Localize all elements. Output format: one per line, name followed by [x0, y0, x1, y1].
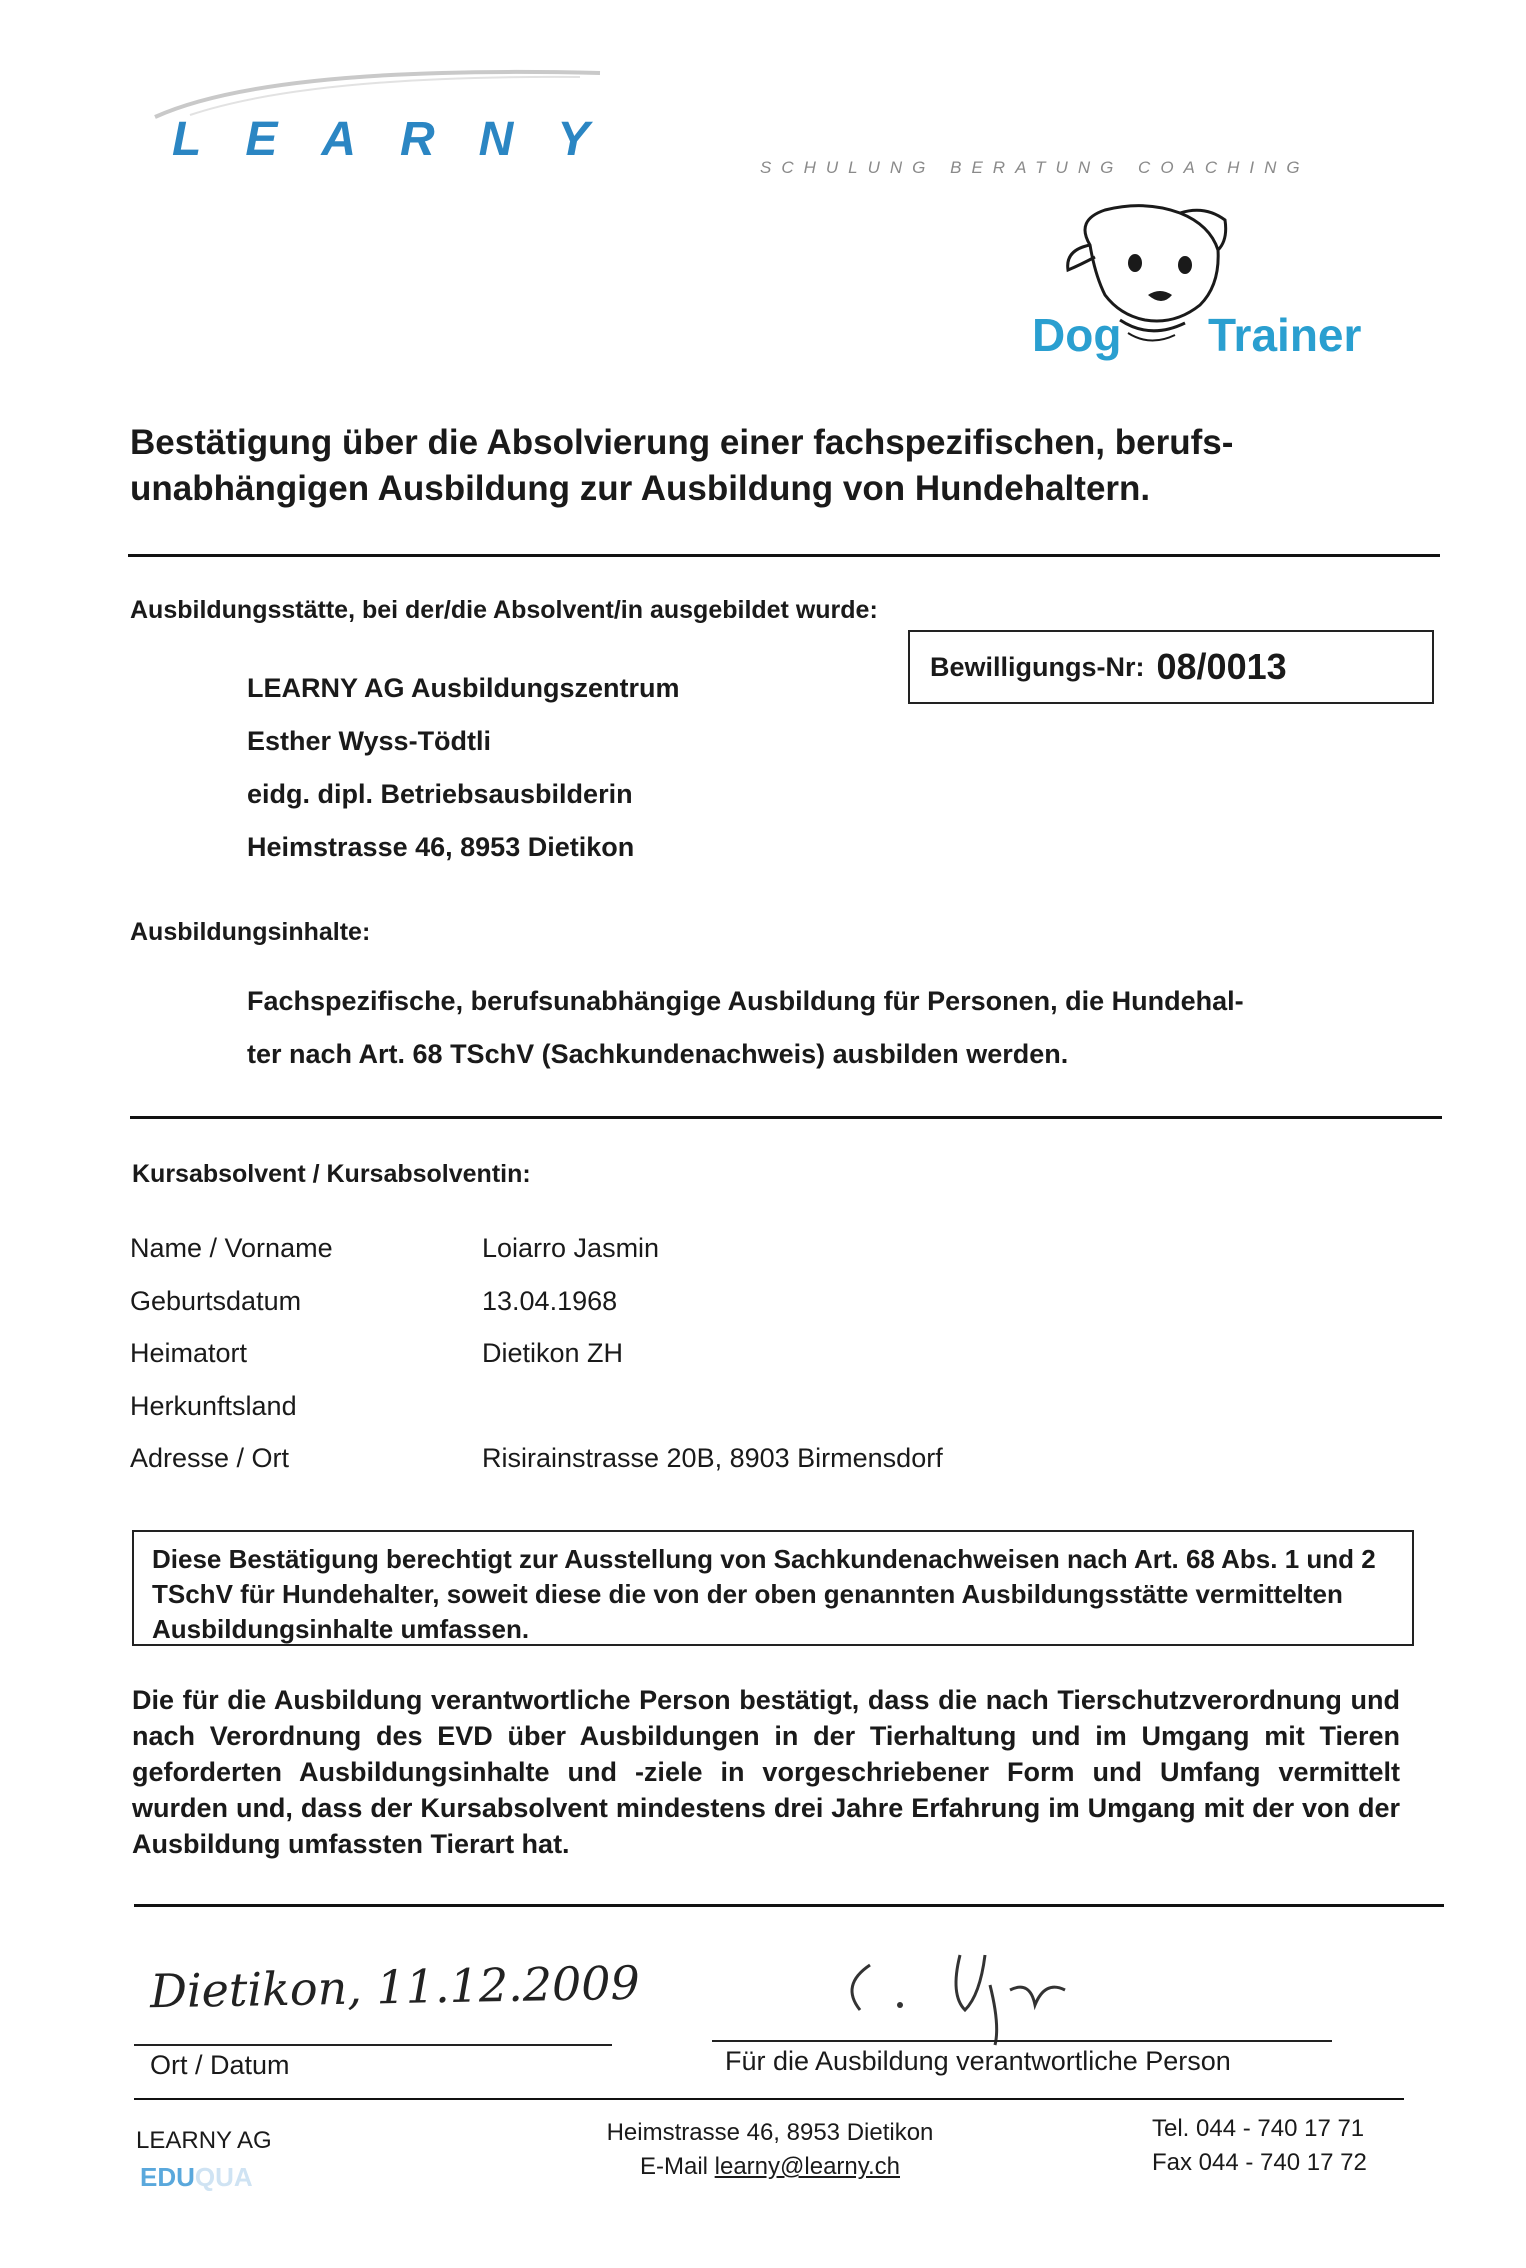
document-title: Bestätigung über die Absolvierung einer fachspezifischen, berufs-unabhängigen Ausbildung zur Ausbildung von Hundehaltern.	[130, 423, 1234, 508]
divider	[128, 554, 1440, 557]
detail-row-birthdate	[130, 1275, 943, 1328]
footer-phone	[1152, 2112, 1367, 2180]
footer-company: LEARNY AG	[136, 2127, 272, 2154]
authorization-notice: Diese Bestätigung berechtigt zur Ausstellung von Sachkundenachweisen nach Art. 68 Abs. 1 und 2 TSchV für Hundehalter, soweit diese die von der oben genannten Ausbildungsstätte vermittelten Ausbildungsinhalte umfassen.	[132, 1530, 1414, 1646]
brand-word-dog: Dog	[1032, 309, 1122, 361]
handwritten-signature	[830, 1935, 1130, 2055]
footer-email-link[interactable]: learny@learny.ch	[714, 2153, 900, 2180]
school-line-title: eidg. dipl. Betriebsausbilderin	[247, 779, 633, 809]
detail-key: Heimatort	[130, 1338, 248, 1368]
tagline: SCHULUNG BERATUNG COACHING	[760, 158, 1310, 177]
permit-number-box	[908, 630, 1434, 704]
school-label: Ausbildungsstätte, bei der/die Absolvent/in ausgebildet wurde:	[130, 596, 878, 624]
learny-logo: LEARNY	[172, 113, 634, 166]
detail-value: 13.04.1968	[482, 1285, 618, 1316]
detail-row-name	[130, 1222, 943, 1275]
school-details	[247, 662, 680, 874]
content-line-2: ter nach Art. 68 TSchV (Sachkundenachweis) ausbilden werden.	[247, 1039, 1069, 1069]
footer-email-prefix: E-Mail	[639, 2153, 715, 2180]
eduqua-logo	[140, 2162, 253, 2193]
detail-key: Name / Vorname	[130, 1233, 333, 1263]
detail-key: Geburtsdatum	[130, 1285, 302, 1316]
detail-row-address	[130, 1432, 943, 1485]
footer-fax: Fax 044 - 740 17 72	[1152, 2149, 1367, 2176]
footer-address: Heimstrasse 46, 8953 Dietikon	[606, 2119, 934, 2146]
brand-word-trainer: Trainer	[1208, 309, 1362, 361]
permit-label: Bewilligungs-Nr:	[930, 651, 1145, 682]
footer-divider	[134, 2098, 1404, 2100]
footer-email-line	[560, 2150, 980, 2184]
detail-value: Risirainstrasse 20B, 8903 Birmensdorf	[482, 1443, 943, 1473]
detail-key: Herkunftsland	[130, 1390, 297, 1421]
handwritten-place-date: Dietikon, 11.12.2009	[149, 1955, 641, 2019]
responsible-person-label: Für die Ausbildung verantwortliche Person	[725, 2046, 1231, 2076]
school-line-name: LEARNY AG Ausbildungszentrum	[247, 673, 680, 703]
detail-value: Loiarro Jasmin	[482, 1233, 660, 1263]
permit-number: 08/0013	[1156, 646, 1287, 687]
detail-value: Dietikon ZH	[482, 1338, 624, 1368]
responsible-person-line	[712, 2040, 1332, 2042]
divider	[130, 1116, 1442, 1119]
graduate-label: Kursabsolvent / Kursabsolventin:	[132, 1160, 531, 1188]
footer-tel: Tel. 044 - 740 17 71	[1152, 2115, 1365, 2142]
eduqua-part-b: QUA	[194, 2162, 253, 2192]
detail-key: Adresse / Ort	[130, 1443, 290, 1473]
content-label: Ausbildungsinhalte:	[130, 918, 371, 946]
school-line-address: Heimstrasse 46, 8953 Dietikon	[247, 832, 635, 862]
graduate-details	[130, 1222, 943, 1485]
content-description	[247, 975, 1397, 1081]
place-date-line	[134, 2044, 612, 2046]
content-line-1: Fachspezifische, berufsunabhängige Ausbildung für Personen, die Hundehal-	[247, 986, 1244, 1016]
place-date-label: Ort / Datum	[150, 2050, 290, 2080]
detail-row-hometown	[130, 1327, 943, 1380]
dog-trainer-brand	[1032, 308, 1361, 362]
confirmation-statement: Die für die Ausbildung verantwortliche Person bestätigt, dass die nach Tierschutzverordnung und nach Verordnung des EVD über Ausbildungen in der Tierhaltung und im Umgang mit Tieren geforderten Ausbildungsinhalte und -ziele in vorgeschriebener Form und Umfang vermittelt wurden und, dass der Kursabsolvent mindestens drei Jahre Erfahrung im Umgang mit der von der Ausbildung umfassten Tierart hat.	[132, 1685, 1400, 1859]
detail-row-country	[130, 1380, 943, 1433]
divider	[134, 1904, 1444, 1907]
eduqua-part-a: EDU	[140, 2162, 195, 2192]
school-line-person: Esther Wyss-Tödtli	[247, 726, 492, 756]
footer-contact	[560, 2116, 980, 2184]
